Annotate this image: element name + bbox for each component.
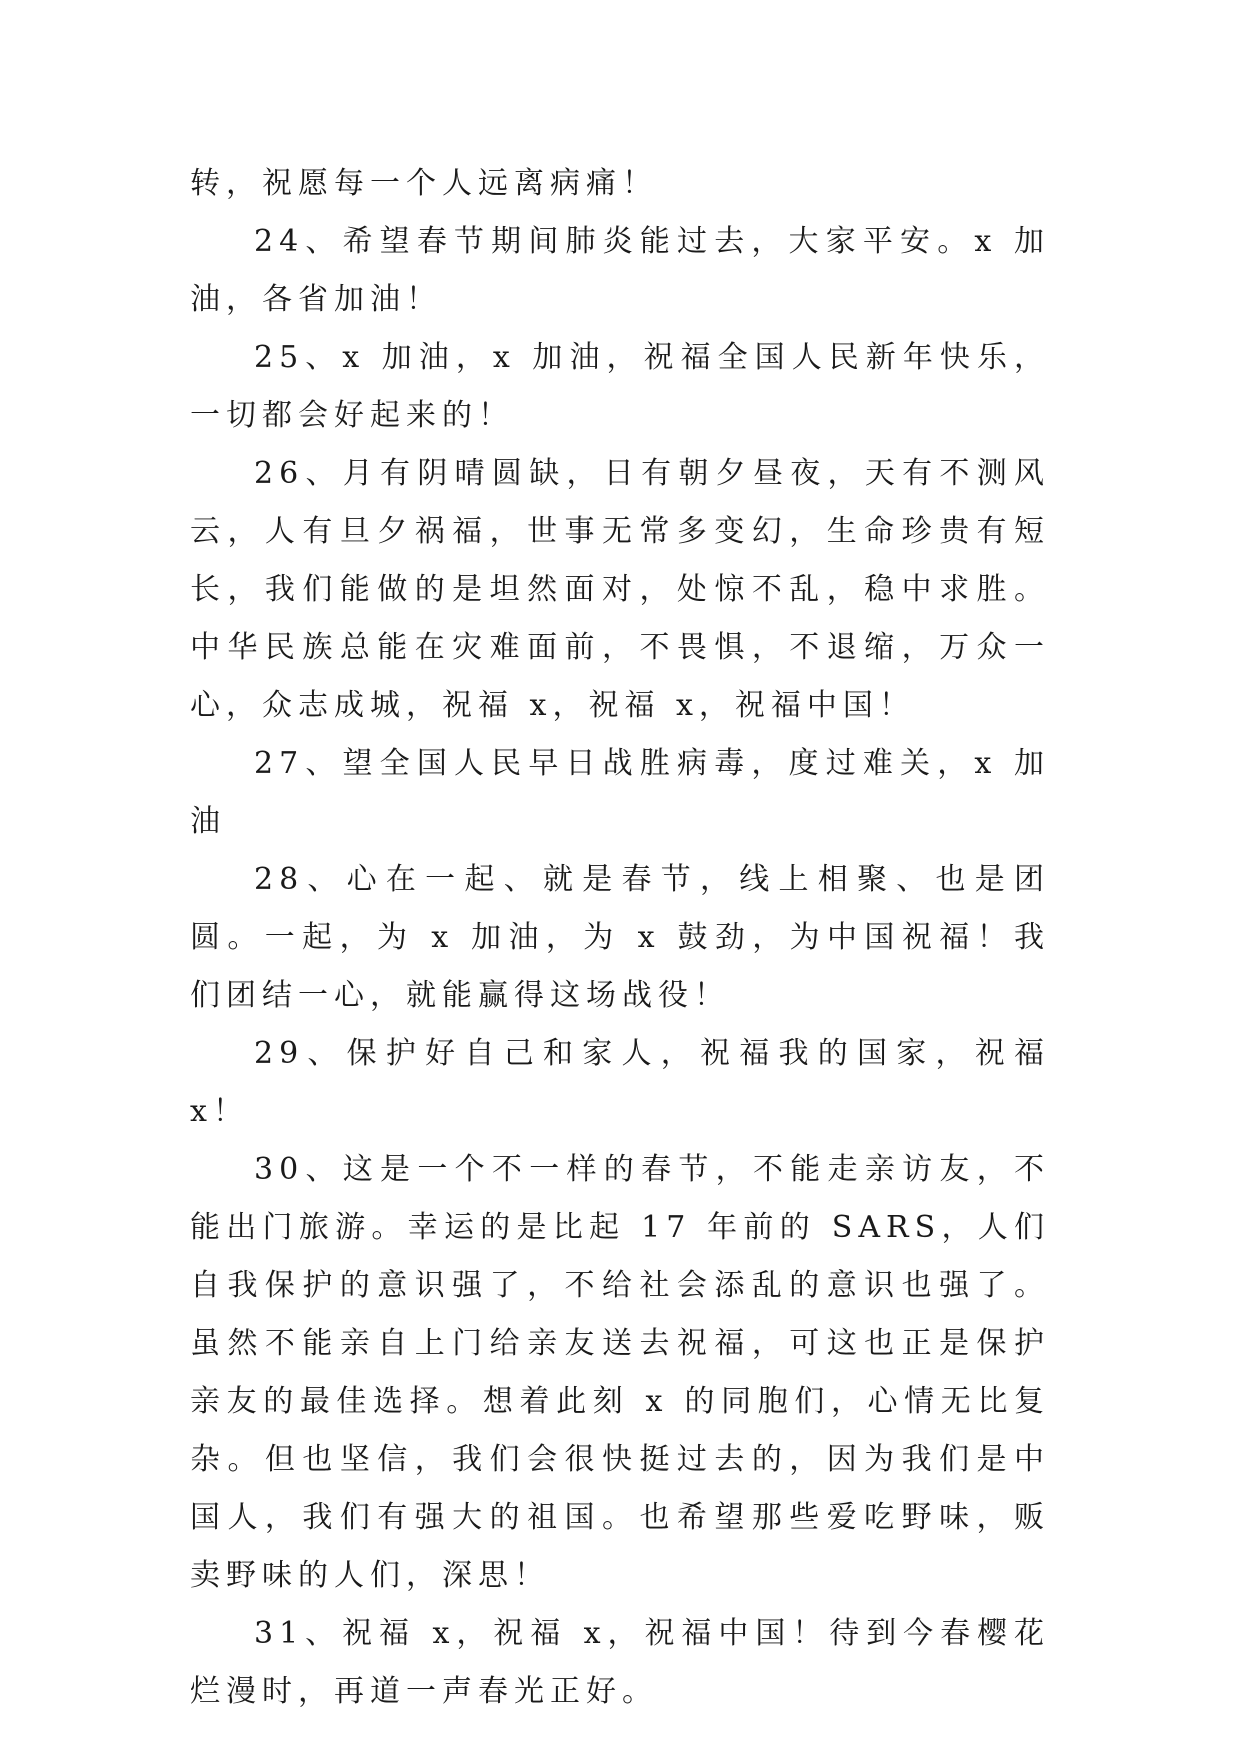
paragraph-item-24: 24、希望春节期间肺炎能过去，大家平安。x 加油，各省加油！ xyxy=(190,224,1050,317)
paragraph-item-29: 29、保护好自己和家人，祝福我的国家，祝福 x！ xyxy=(190,1036,1050,1129)
paragraph-item-28: 28、心在一起、就是春节，线上相聚、也是团圆。一起，为 x 加油，为 x 鼓劲，为中国祝福！我们团结一心，就能赢得这场战役！ xyxy=(190,862,1050,1013)
paragraph-item-30: 30、这是一个不一样的春节，不能走亲访友，不能出门旅游。幸运的是比起 17 年前的 SARS，人们自我保护的意识强了，不给社会添乱的意识也强了。虽然不能亲自上门给亲友送去祝福，可这也正是保护亲友的最佳选择。想着此刻 x 的同胞们，心情无比复杂。但也坚信，我们会很快挺过去的，因为我们是中国人，我们有强大的祖国。也希望那些爱吃野味，贩卖野味的人们，深思！ xyxy=(190,1152,1050,1593)
paragraph-item-25: 25、x 加油，x 加油，祝福全国人民新年快乐，一切都会好起来的！ xyxy=(190,340,1050,433)
paragraph-item-31: 31、祝福 x，祝福 x，祝福中国！待到今春樱花烂漫时，再道一声春光正好。 xyxy=(190,1616,1050,1709)
paragraph-continuation: 转，祝愿每一个人远离病痛！ xyxy=(190,166,658,201)
document-body xyxy=(190,155,1050,1721)
paragraph-item-27: 27、望全国人民早日战胜病毒，度过难关，x 加油 xyxy=(190,746,1050,839)
paragraph-item-26: 26、月有阴晴圆缺，日有朝夕昼夜，天有不测风云，人有旦夕祸福，世事无常多变幻，生命珍贵有短长，我们能做的是坦然面对，处惊不乱，稳中求胜。中华民族总能在灾难面前，不畏惧，不退缩，万众一心，众志成城，祝福 x，祝福 x，祝福中国！ xyxy=(190,456,1050,723)
